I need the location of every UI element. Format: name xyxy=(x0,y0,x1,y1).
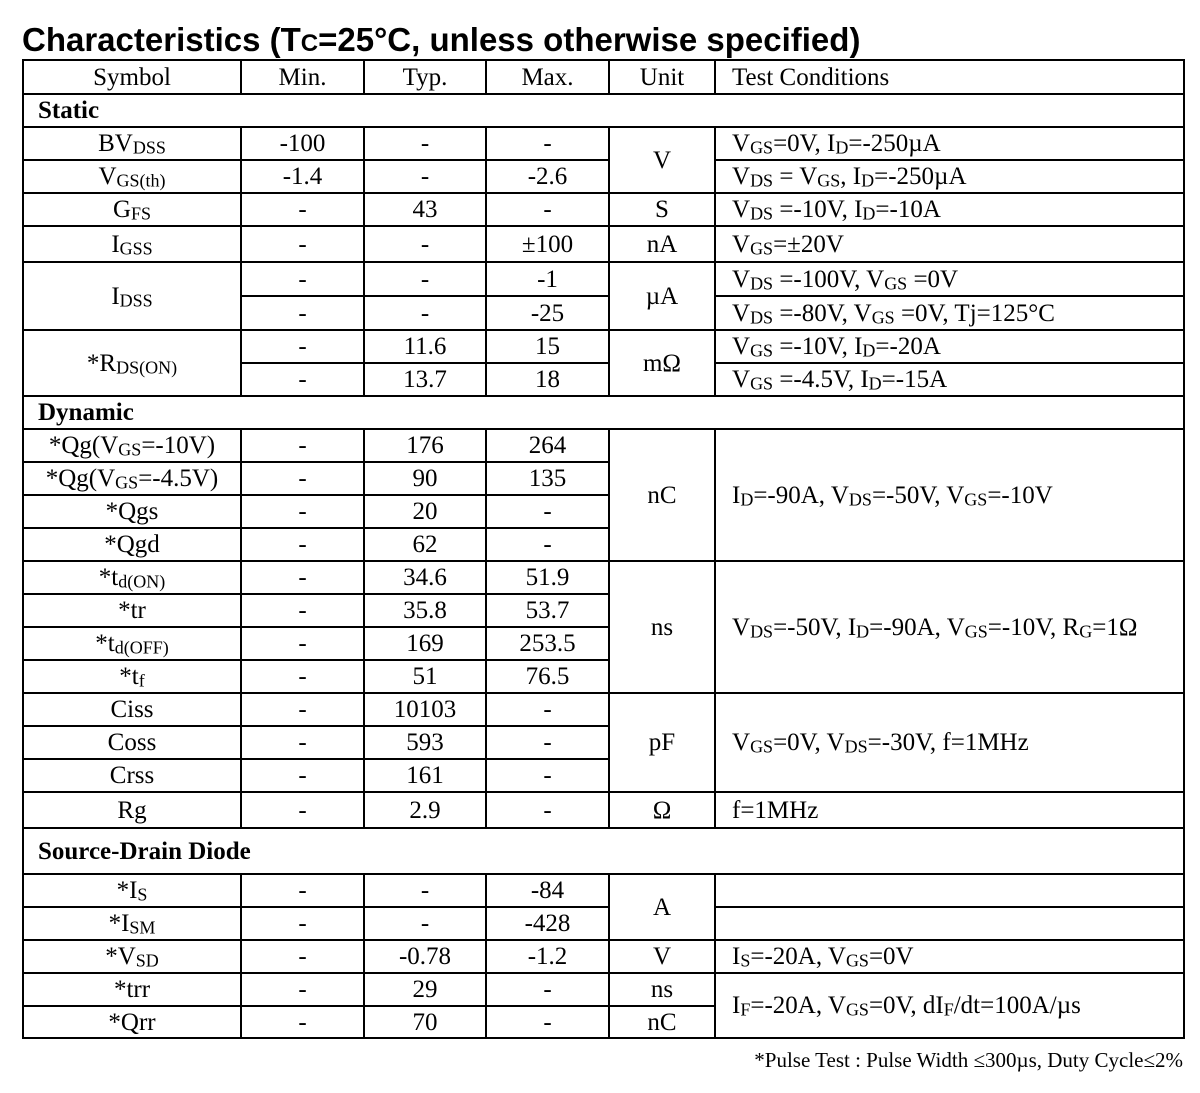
min-cell: - xyxy=(241,495,364,528)
header-typ: Typ. xyxy=(364,60,486,94)
header-min: Min. xyxy=(241,60,364,94)
unit-cell: nC xyxy=(609,429,715,561)
min-cell: - xyxy=(241,462,364,495)
condition-cell: f=1MHz xyxy=(715,792,1184,828)
max-cell: -1 xyxy=(486,262,609,296)
symbol-is: $*I_S$ xyxy=(23,874,241,907)
symbol-gfs: $G_{FS}$ xyxy=(23,193,241,226)
symbol-bvdss: $BV_{DSS}$ xyxy=(23,127,241,160)
max-cell: - xyxy=(486,973,609,1006)
symbol-coss: Coss xyxy=(23,726,241,759)
min-cell: - xyxy=(241,660,364,693)
typ-cell: 90 xyxy=(364,462,486,495)
characteristics-table xyxy=(22,59,1185,1039)
max-cell: - xyxy=(486,495,609,528)
typ-cell: 10103 xyxy=(364,693,486,726)
max-cell: -84 xyxy=(486,874,609,907)
min-cell: - xyxy=(241,193,364,226)
table-row xyxy=(23,193,1184,226)
min-cell: - xyxy=(241,693,364,726)
typ-cell: - xyxy=(364,874,486,907)
typ-cell: - xyxy=(364,127,486,160)
max-cell: - xyxy=(486,528,609,561)
condition-cell: $I_S=-20A$, $V_{GS}=0V$ xyxy=(715,940,1184,973)
table-row xyxy=(23,429,1184,462)
symbol-qgd: *Qgd xyxy=(23,528,241,561)
unit-cell: pF xyxy=(609,693,715,792)
typ-cell: 161 xyxy=(364,759,486,792)
header-unit: Unit xyxy=(609,60,715,94)
typ-cell: 176 xyxy=(364,429,486,462)
table-row xyxy=(23,127,1184,160)
symbol-tf: $*t_f$ xyxy=(23,660,241,693)
min-cell: - xyxy=(241,792,364,828)
typ-cell: 2.9 xyxy=(364,792,486,828)
unit-cell: ns xyxy=(609,973,715,1006)
min-cell: - xyxy=(241,330,364,363)
symbol-igss: $I_{GSS}$ xyxy=(23,226,241,262)
min-cell: -100 xyxy=(241,127,364,160)
symbol-crss: Crss xyxy=(23,759,241,792)
max-cell: 18 xyxy=(486,363,609,396)
max-cell: 15 xyxy=(486,330,609,363)
symbol-tr: *tr xyxy=(23,594,241,627)
max-cell: - xyxy=(486,726,609,759)
condition-cell: $V_{GS}=\pm 20V$ xyxy=(715,226,1184,262)
min-cell: - xyxy=(241,594,364,627)
page-title: Characteristics (TC=25°C, unless otherwise specified) xyxy=(22,21,861,58)
condition-cell: $V_{GS} =-10V$, $I_D=-20A$ xyxy=(715,330,1184,363)
max-cell: 51.9 xyxy=(486,561,609,594)
table-row xyxy=(23,792,1184,828)
max-cell: - xyxy=(486,1006,609,1038)
typ-cell: - xyxy=(364,226,486,262)
typ-cell: - xyxy=(364,160,486,193)
condition-cell: $V_{GS}=0V$, $V_{DS}=-30V$, f=1MHz xyxy=(715,693,1184,792)
max-cell: -1.2 xyxy=(486,940,609,973)
typ-cell: 29 xyxy=(364,973,486,1006)
unit-cell: V xyxy=(609,940,715,973)
condition-cell: $V_{GS} =-4.5V$, $I_D=-15A$ xyxy=(715,363,1184,396)
typ-cell: - xyxy=(364,907,486,940)
table-row xyxy=(23,693,1184,726)
symbol-trr: *trr xyxy=(23,973,241,1006)
section-row xyxy=(23,396,1184,429)
table-row xyxy=(23,907,1184,940)
min-cell: - xyxy=(241,429,364,462)
symbol-ciss: Ciss xyxy=(23,693,241,726)
max-cell: 76.5 xyxy=(486,660,609,693)
max-cell: ±100 xyxy=(486,226,609,262)
table-header-row xyxy=(23,60,1184,94)
min-cell: - xyxy=(241,627,364,660)
footnote: *Pulse Test : Pulse Width ≤300µs, Duty Cycle≤2% xyxy=(754,1048,1183,1072)
table-row xyxy=(23,973,1184,1006)
min-cell: - xyxy=(241,973,364,1006)
max-cell: -25 xyxy=(486,296,609,330)
table-row xyxy=(23,226,1184,262)
min-cell: - xyxy=(241,759,364,792)
unit-cell: S xyxy=(609,193,715,226)
max-cell: -2.6 xyxy=(486,160,609,193)
max-cell: - xyxy=(486,792,609,828)
symbol-vsd: $*V_{SD}$ xyxy=(23,940,241,973)
max-cell: - xyxy=(486,193,609,226)
section-diode: Source-Drain Diode xyxy=(23,828,1184,874)
unit-cell: A xyxy=(609,874,715,940)
table-row xyxy=(23,874,1184,907)
symbol-qgs: *Qgs xyxy=(23,495,241,528)
condition-cell xyxy=(715,907,1184,940)
symbol-td-off: $*t_{d(OFF)}$ xyxy=(23,627,241,660)
min-cell: - xyxy=(241,262,364,296)
header-conditions: Test Conditions xyxy=(715,60,1184,94)
typ-cell: 51 xyxy=(364,660,486,693)
typ-cell: - xyxy=(364,262,486,296)
typ-cell: -0.78 xyxy=(364,940,486,973)
typ-cell: 593 xyxy=(364,726,486,759)
typ-cell: 62 xyxy=(364,528,486,561)
condition-cell: $V_{DS} = V_{GS}$, $I_D=-250\mu A$ xyxy=(715,160,1184,193)
table-row xyxy=(23,160,1184,193)
max-cell: 135 xyxy=(486,462,609,495)
unit-cell: mΩ xyxy=(609,330,715,396)
section-static: Static xyxy=(23,94,1184,127)
condition-cell: $V_{GS}=0V$, $I_D=-250\mu A$ xyxy=(715,127,1184,160)
symbol-vgsth: $V_{GS(th)}$ xyxy=(23,160,241,193)
unit-cell: Ω xyxy=(609,792,715,828)
typ-cell: 70 xyxy=(364,1006,486,1038)
condition-cell: $I_D=-90A$, $V_{DS}=-50V$, $V_{GS}=-10V$ xyxy=(715,429,1184,561)
typ-cell: 35.8 xyxy=(364,594,486,627)
min-cell: - xyxy=(241,296,364,330)
symbol-ism: $*I_{SM}$ xyxy=(23,907,241,940)
min-cell: - xyxy=(241,940,364,973)
typ-cell: 11.6 xyxy=(364,330,486,363)
min-cell: - xyxy=(241,726,364,759)
table-row xyxy=(23,262,1184,296)
min-cell: - xyxy=(241,226,364,262)
unit-cell: ns xyxy=(609,561,715,693)
symbol-qg-4v5: $*Qg(V_{GS}=-4.5V)$ xyxy=(23,462,241,495)
section-row xyxy=(23,828,1184,874)
symbol-td-on: $*t_{d(ON)}$ xyxy=(23,561,241,594)
condition-cell: $I_F=-20A$, $V_{GS}=0V$, $dI_F/dt=100A/\mu s$ xyxy=(715,973,1184,1038)
max-cell: - xyxy=(486,693,609,726)
max-cell: 253.5 xyxy=(486,627,609,660)
header-symbol: Symbol xyxy=(23,60,241,94)
max-cell: - xyxy=(486,127,609,160)
min-cell: - xyxy=(241,528,364,561)
symbol-qrr: *Qrr xyxy=(23,1006,241,1038)
typ-cell: - xyxy=(364,296,486,330)
min-cell: - xyxy=(241,907,364,940)
min-cell: - xyxy=(241,1006,364,1038)
table-row xyxy=(23,561,1184,594)
section-dynamic: Dynamic xyxy=(23,396,1184,429)
unit-cell: nC xyxy=(609,1006,715,1038)
unit-cell: nA xyxy=(609,226,715,262)
table-row xyxy=(23,330,1184,363)
unit-cell: µA xyxy=(609,262,715,330)
typ-cell: 13.7 xyxy=(364,363,486,396)
min-cell: - xyxy=(241,363,364,396)
condition-cell: $V_{DS} =-100V$, $V_{GS} =0V$ xyxy=(715,262,1184,296)
min-cell: - xyxy=(241,874,364,907)
symbol-qg-10v: $*Qg(V_{GS}=-10V)$ xyxy=(23,429,241,462)
max-cell: 53.7 xyxy=(486,594,609,627)
min-cell: - xyxy=(241,561,364,594)
table-row xyxy=(23,940,1184,973)
min-cell: -1.4 xyxy=(241,160,364,193)
typ-cell: 20 xyxy=(364,495,486,528)
symbol-rg: Rg xyxy=(23,792,241,828)
max-cell: -428 xyxy=(486,907,609,940)
typ-cell: 43 xyxy=(364,193,486,226)
header-max: Max. xyxy=(486,60,609,94)
condition-cell: $V_{DS} =-10V$, $I_D=-10A$ xyxy=(715,193,1184,226)
symbol-rdson: $*R_{DS(ON)}$ xyxy=(23,330,241,396)
typ-cell: 34.6 xyxy=(364,561,486,594)
condition-cell: $V_{DS}=-50V$, $I_D=-90A$, $V_{GS}=-10V$, $R_G=1\Omega$ xyxy=(715,561,1184,693)
unit-cell: V xyxy=(609,127,715,193)
max-cell: 264 xyxy=(486,429,609,462)
symbol-idss: $I_{DSS}$ xyxy=(23,262,241,330)
condition-cell: $V_{DS} =-80V$, $V_{GS} =0V$, Tj=125°C xyxy=(715,296,1184,330)
typ-cell: 169 xyxy=(364,627,486,660)
condition-cell xyxy=(715,874,1184,907)
section-row xyxy=(23,94,1184,127)
max-cell: - xyxy=(486,759,609,792)
